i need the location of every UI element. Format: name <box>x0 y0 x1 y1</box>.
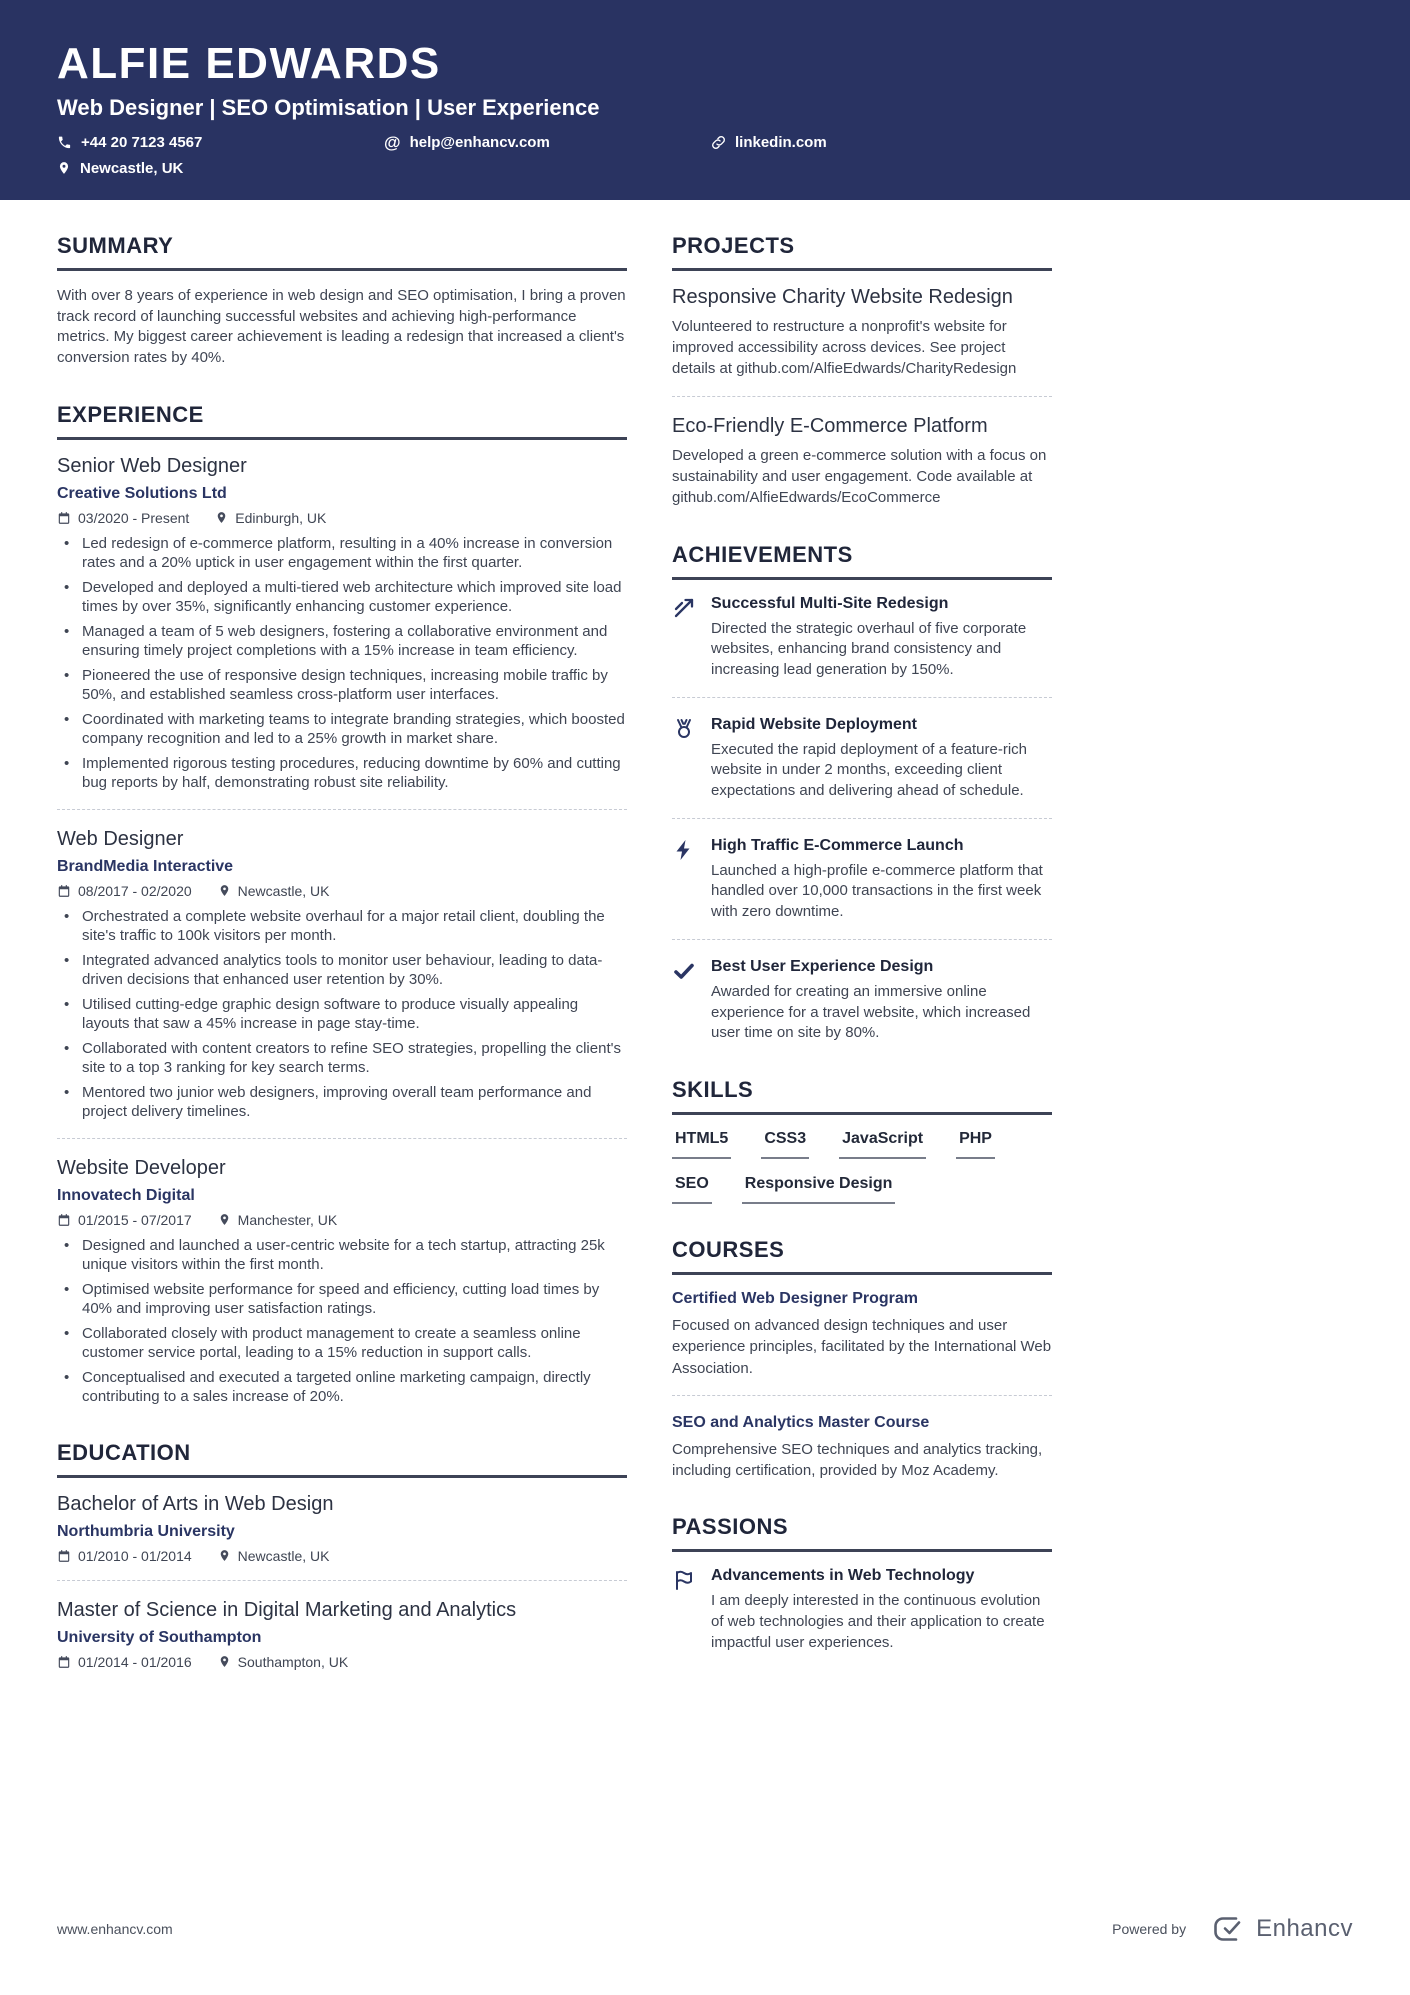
phone-icon <box>57 135 72 150</box>
calendar-icon <box>57 1655 71 1669</box>
degree-location-text: Southampton, UK <box>237 1653 349 1670</box>
course-item <box>672 1414 1052 1482</box>
courses-section <box>672 1237 1052 1481</box>
achievement-description: Launched a high-profile e-commerce platform that handled over 10,000 transactions in the first week with zero downtime. <box>711 861 1043 921</box>
location-icon <box>215 511 228 524</box>
bullet: • Led redesign of e-commerce platform, resulting in a 40% increase in conversion rates and a 20% uptick in user engagement within the first quarter. <box>57 534 627 573</box>
passion-description: I am deeply interested in the continuous evolution of web technologies and their application to create impactful user experiences. <box>711 1592 1045 1651</box>
job-title: Web Designer <box>57 827 184 850</box>
divider <box>672 1395 1052 1396</box>
skill-item: SEO <box>672 1175 712 1204</box>
degree-meta <box>57 1548 627 1564</box>
bullet: • Managed a team of 5 web designers, fostering a collaborative environment and ensuring timely project completions with a 15% increase in team efficiency. <box>57 622 627 661</box>
job-dates <box>57 883 192 899</box>
job-title: Senior Web Designer <box>57 454 247 477</box>
job-location-text: Manchester, UK <box>237 1211 338 1228</box>
divider <box>57 809 627 810</box>
achievement-title: Successful Multi-Site Redesign <box>711 594 949 612</box>
project-description: Volunteered to restructure a nonprofit's website for improved accessibility across devices. See project details at github.com/AlfieEdwards/CharityRedesign <box>672 317 1017 378</box>
skills-heading: SKILLS <box>672 1077 1052 1115</box>
achievement-description: Awarded for creating an immersive online experience for a travel website, which increased user time on site by 80%. <box>711 982 1031 1042</box>
calendar-icon <box>57 884 71 898</box>
job-location <box>215 510 326 526</box>
bullet: • Collaborated closely with product management to create a seamless online customer service portal, leading to a 15% reduction in support calls. <box>57 1324 627 1363</box>
lightning-icon <box>672 837 698 923</box>
education-heading: EDUCATION <box>57 1440 627 1478</box>
achievement-item <box>672 595 1052 681</box>
location-text: Newcastle, UK <box>80 159 184 177</box>
resume-header <box>0 0 1410 200</box>
degree-title: Bachelor of Arts in Web Design <box>57 1492 334 1515</box>
bullet: • Utilised cutting-edge graphic design software to produce visually appealing layouts that saw a 45% increase in page stay-time. <box>57 995 627 1034</box>
education-degree <box>57 1493 627 1564</box>
divider <box>57 1138 627 1139</box>
skill-item: HTML5 <box>672 1130 731 1159</box>
skill-item: CSS3 <box>761 1130 809 1159</box>
experience-section <box>57 402 627 1407</box>
passions-heading: PASSIONS <box>672 1514 1052 1552</box>
course-title: Certified Web Designer Program <box>672 1289 918 1307</box>
project-title: Responsive Charity Website Redesign <box>672 285 1013 308</box>
linkedin-text: linkedin.com <box>735 133 827 151</box>
bullet: • Pioneered the use of responsive design techniques, increasing mobile traffic by 50%, and established seamless cross-platform user interfaces. <box>57 666 627 705</box>
resume-body <box>0 200 1410 1678</box>
summary-text: With over 8 years of experience in web design and SEO optimisation, I bring a proven track record of launching successful websites and achieving high-performance metrics. My biggest career achievement is leading a redesign that increased a client's conversion rates by 40%. <box>57 286 626 366</box>
company-name: Innovatech Digital <box>57 1186 195 1204</box>
job-location-text: Newcastle, UK <box>237 882 330 899</box>
experience-job <box>57 828 627 1122</box>
achievements-section <box>672 542 1052 1044</box>
company-name: Creative Solutions Ltd <box>57 484 227 502</box>
right-column <box>672 200 1052 1678</box>
phone-contact <box>57 134 384 151</box>
experience-job <box>57 455 627 793</box>
divider <box>672 396 1052 397</box>
candidate-title: Web Designer | SEO Optimisation | User Experience <box>57 94 600 120</box>
course-title: SEO and Analytics Master Course <box>672 1413 930 1431</box>
job-dates-text: 01/2015 - 07/2017 <box>78 1211 192 1228</box>
footer-website-link[interactable]: www.enhancv.com <box>57 1921 173 1937</box>
powered-by <box>1112 1915 1353 1943</box>
experience-job <box>57 1157 627 1407</box>
medal-icon <box>672 716 698 802</box>
bullet: • Orchestrated a complete website overhaul for a major retail client, doubling the site's traffic to 100k visitors per month. <box>57 907 627 946</box>
job-meta <box>57 510 627 526</box>
enhancv-logo-icon <box>1212 1915 1248 1943</box>
bullet: • Implemented rigorous testing procedures, reducing downtime by 60% and cutting bug reports by half, demonstrating robust site reliability. <box>57 754 627 793</box>
divider <box>672 697 1052 698</box>
skills-section <box>672 1077 1052 1204</box>
bullet: • Coordinated with marketing teams to integrate branding strategies, which boosted company recognition and led to a 25% growth in market share. <box>57 710 627 749</box>
job-dates <box>57 1212 192 1228</box>
achievements-heading: ACHIEVEMENTS <box>672 542 1052 580</box>
project-item <box>672 415 1052 509</box>
degree-dates <box>57 1654 192 1670</box>
skills-list <box>672 1130 1052 1204</box>
divider <box>672 939 1052 940</box>
degree-dates-text: 01/2014 - 01/2016 <box>78 1653 192 1670</box>
skill-item: JavaScript <box>839 1130 926 1159</box>
degree-meta <box>57 1654 627 1670</box>
location-icon <box>218 1655 231 1668</box>
degree-location-text: Newcastle, UK <box>237 1547 330 1564</box>
calendar-icon <box>57 1213 71 1227</box>
job-title: Website Developer <box>57 1156 226 1179</box>
bullet: • Integrated advanced analytics tools to monitor user behaviour, leading to data-driven decisions that enhanced user retention by 30%. <box>57 951 627 990</box>
location-contact <box>57 160 384 177</box>
school-name: University of Southampton <box>57 1628 262 1646</box>
enhancv-brand-name: Enhancv <box>1256 1915 1353 1942</box>
company-name: BrandMedia Interactive <box>57 857 234 875</box>
degree-dates-text: 01/2010 - 01/2014 <box>78 1547 192 1564</box>
skill-item: Responsive Design <box>742 1175 896 1204</box>
candidate-name: ALFIE EDWARDS <box>57 39 441 88</box>
achievement-content <box>711 837 1052 923</box>
project-description: Developed a green e-commerce solution with a focus on sustainability and user engagement. Code available at github.com/AlfieEdwards/EcoCommerce <box>672 446 1047 507</box>
location-icon <box>57 161 71 175</box>
bullet: • Designed and launched a user-centric website for a tech startup, attracting 25k unique visitors within the first month. <box>57 1236 627 1275</box>
achievement-description: Executed the rapid deployment of a feature-rich website in under 2 months, exceeding client expectations and delivering ahead of schedule. <box>711 740 1028 800</box>
enhancv-logo[interactable] <box>1212 1915 1353 1943</box>
achievement-item <box>672 716 1052 802</box>
calendar-icon <box>57 1549 71 1563</box>
flag-icon <box>672 1567 698 1653</box>
education-section <box>57 1440 627 1670</box>
achievement-item <box>672 958 1052 1044</box>
job-dates <box>57 510 189 526</box>
passions-section <box>672 1514 1052 1653</box>
job-bullets <box>57 907 627 1122</box>
projects-heading: PROJECTS <box>672 233 1052 271</box>
job-bullets <box>57 534 627 793</box>
experience-heading: EXPERIENCE <box>57 402 627 440</box>
divider <box>57 1580 627 1581</box>
bullet: • Mentored two junior web designers, improving overall team performance and project delivery timelines. <box>57 1083 627 1122</box>
achievement-description: Directed the strategic overhaul of five corporate websites, enhancing brand consistency and increasing lead generation by 150%. <box>711 619 1027 679</box>
degree-title: Master of Science in Digital Marketing and Analytics <box>57 1598 517 1621</box>
course-description: Comprehensive SEO techniques and analytics tracking, including certification, provided by Moz Academy. <box>672 1440 1043 1480</box>
skill-item: PHP <box>956 1130 995 1159</box>
summary-heading: SUMMARY <box>57 233 627 271</box>
project-item <box>672 286 1052 380</box>
passion-title: Advancements in Web Technology <box>711 1567 975 1585</box>
calendar-icon <box>57 511 71 525</box>
courses-heading: COURSES <box>672 1237 1052 1275</box>
job-dates-text: 03/2020 - Present <box>78 509 190 526</box>
location-icon <box>218 1213 231 1226</box>
email-contact[interactable] <box>384 134 711 151</box>
growth-arrows-icon <box>672 595 698 681</box>
achievement-content <box>711 958 1052 1044</box>
email-icon: @ <box>384 132 401 152</box>
achievement-content <box>711 595 1052 681</box>
achievement-title: High Traffic E-Commerce Launch <box>711 836 964 854</box>
job-bullets <box>57 1236 627 1407</box>
phone-number: +44 20 7123 4567 <box>81 133 203 151</box>
achievement-item <box>672 837 1052 923</box>
school-name: Northumbria University <box>57 1522 235 1540</box>
education-degree <box>57 1599 627 1670</box>
degree-location <box>218 1548 330 1564</box>
link-icon <box>711 135 726 150</box>
summary-section <box>57 233 627 369</box>
location-icon <box>218 1549 231 1562</box>
course-description: Focused on advanced design techniques and user experience principles, facilitated by the International Web Association. <box>672 1316 1052 1377</box>
passion-item <box>672 1567 1052 1653</box>
page-footer <box>0 1915 1410 1943</box>
divider <box>672 818 1052 819</box>
linkedin-link[interactable] <box>711 134 1038 151</box>
degree-location <box>218 1654 349 1670</box>
achievement-title: Best User Experience Design <box>711 957 934 975</box>
left-column <box>57 200 627 1678</box>
powered-by-label: Powered by <box>1112 1921 1187 1937</box>
job-meta <box>57 1212 627 1228</box>
degree-dates <box>57 1548 192 1564</box>
achievement-title: Rapid Website Deployment <box>711 715 917 733</box>
bullet: • Collaborated with content creators to refine SEO strategies, propelling the client's site to a top 3 ranking for key search terms. <box>57 1039 627 1078</box>
achievement-content <box>711 716 1052 802</box>
email-address: help@enhancv.com <box>409 133 550 151</box>
job-meta <box>57 883 627 899</box>
bullet: • Optimised website performance for speed and efficiency, cutting load times by 40% and improving user satisfaction ratings. <box>57 1280 627 1319</box>
job-dates-text: 08/2017 - 02/2020 <box>78 882 192 899</box>
contact-row <box>57 134 1353 186</box>
passion-content <box>711 1567 1052 1653</box>
projects-section <box>672 233 1052 509</box>
job-location-text: Edinburgh, UK <box>235 509 327 526</box>
job-location <box>218 1212 338 1228</box>
location-icon <box>218 884 231 897</box>
course-item <box>672 1290 1052 1379</box>
project-title: Eco-Friendly E-Commerce Platform <box>672 414 988 437</box>
check-icon <box>672 958 698 1044</box>
bullet: • Conceptualised and executed a targeted online marketing campaign, directly contributing to a sales increase of 20%. <box>57 1368 627 1407</box>
bullet: • Developed and deployed a multi-tiered web architecture which improved site load times by over 35%, significantly enhancing customer experience. <box>57 578 627 617</box>
job-location <box>218 883 330 899</box>
